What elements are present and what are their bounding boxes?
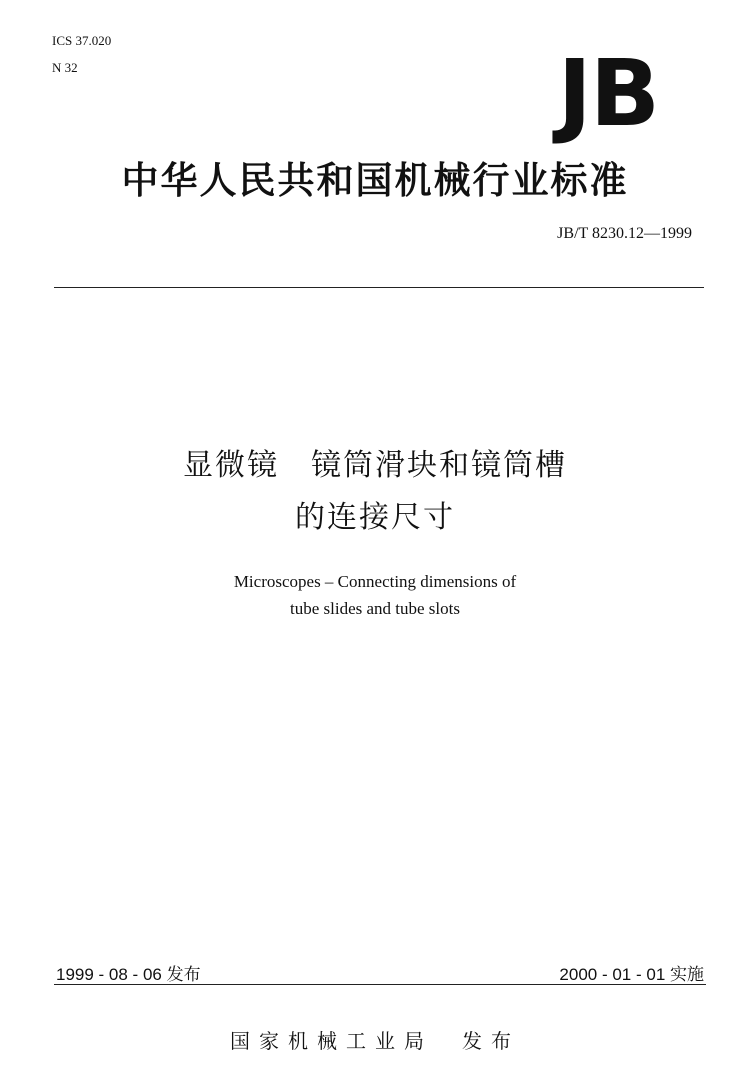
issuing-authority: 国家机械工业局 发布 — [230, 1031, 520, 1053]
standard-number: JB/T 8230.12—1999 — [557, 225, 692, 242]
header-divider — [54, 287, 704, 288]
footer-divider — [54, 984, 706, 985]
issue-date: 1999 - 08 - 06 发布 — [56, 965, 201, 984]
ics-code: ICS 37.020 — [52, 33, 112, 48]
standard-category-title: 中华人民共和国机械行业标准 — [121, 159, 629, 202]
document-title-cn-line1: 显微镜 镜筒滑块和镜筒槽 — [183, 449, 567, 482]
document-title-en-line1: Microscopes – Connecting dimensions of — [233, 572, 517, 591]
classification-code: N 32 — [52, 60, 78, 75]
implementation-date: 2000 - 01 - 01 实施 — [559, 965, 704, 984]
document-title-cn-line2: 的连接尺寸 — [295, 501, 455, 534]
document-title-en-line2: tube slides and tube slots — [290, 599, 460, 618]
jb-logo: JB — [557, 40, 658, 147]
